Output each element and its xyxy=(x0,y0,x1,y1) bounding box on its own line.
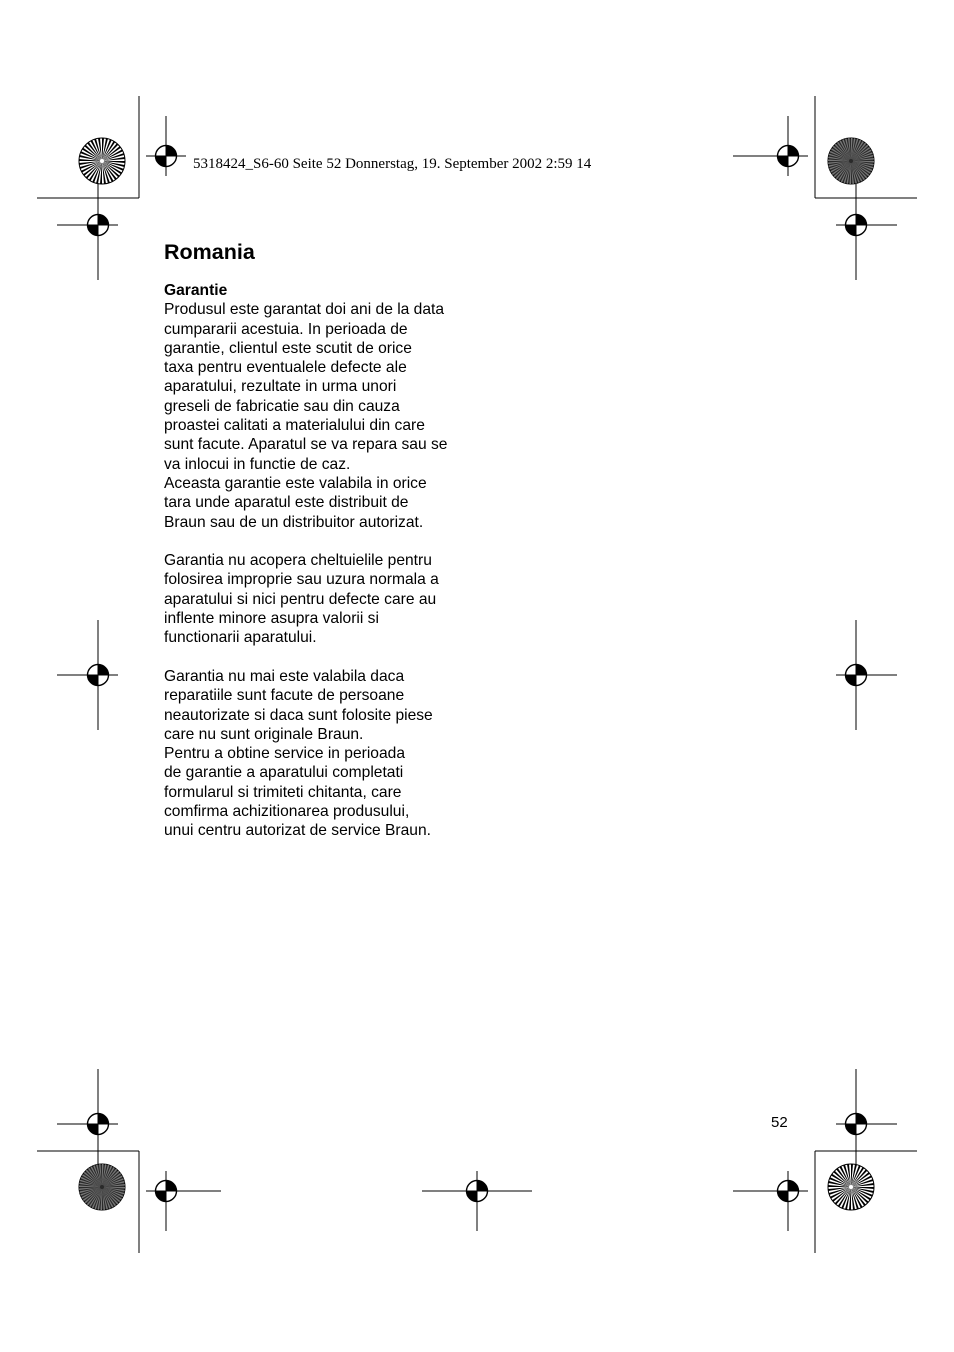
text-line: Garantia nu mai este valabila daca xyxy=(164,667,405,685)
text-line: garantie, clientul este scutit de orice xyxy=(164,339,412,357)
text-line: aparatului si nici pentru defecte care au xyxy=(164,590,437,608)
text-line: Garantia nu acopera cheltuielile pentru xyxy=(164,552,432,570)
warranty-section xyxy=(164,281,474,841)
text-line: comfirma achizitionarea produsului, xyxy=(164,803,410,821)
text-line: va inlocui in functie de caz. xyxy=(164,455,351,473)
text-line: cumpararii acestuia. In perioada de xyxy=(164,320,408,338)
text-line: formularul si trimiteti chitanta, care xyxy=(164,783,402,801)
page-number: 52 xyxy=(771,1114,788,1131)
text-line: care nu sunt originale Braun. xyxy=(164,725,364,743)
paragraph-3 xyxy=(164,551,474,647)
print-slug: 5318424_S6-60 Seite 52 Donnerstag, 19. September 2002 2:59 14 xyxy=(193,156,592,172)
text-line: Pentru a obtine service in perioada xyxy=(164,745,405,763)
text-line: taxa pentru eventualele defecte ale xyxy=(164,359,407,377)
starburst-mark-icon xyxy=(79,138,125,184)
text-line: unui centru autorizat de service Braun. xyxy=(164,822,431,840)
text-line: neautorizate si daca sunt folosite piese xyxy=(164,706,433,724)
text-line: folosirea improprie sau uzura normala a xyxy=(164,571,439,589)
page-title: Romania xyxy=(164,240,255,264)
text-line: sunt facute. Aparatul se va repara sau se xyxy=(164,436,448,454)
starburst-mark-icon xyxy=(79,1164,125,1210)
text-line: inflente minore asupra valorii si xyxy=(164,610,379,628)
text-line: proastei calitati a materialului din care xyxy=(164,417,425,435)
text-line: reparatiile sunt facute de persoane xyxy=(164,687,405,705)
text-line: aparatului, rezultate in urma unori xyxy=(164,378,397,396)
starburst-mark-icon xyxy=(828,1164,874,1210)
text-line: functionarii aparatului. xyxy=(164,629,317,647)
section-heading: Garantie xyxy=(164,282,228,299)
text-line: Produsul este garantat doi ani de la data xyxy=(164,301,445,319)
text-line: Aceasta garantie este valabila in orice xyxy=(164,474,427,492)
paragraph-1 xyxy=(164,300,474,474)
text-line: de garantie a aparatului completati xyxy=(164,764,404,782)
starburst-mark-icon xyxy=(828,138,874,184)
text-line: greseli de fabricatie sau din cauza xyxy=(164,397,400,415)
paragraph-2 xyxy=(164,474,474,532)
text-line: Braun sau de un distribuitor autorizat. xyxy=(164,513,424,531)
paragraph-4 xyxy=(164,667,474,744)
paragraph-5 xyxy=(164,744,474,840)
text-line: tara unde aparatul este distribuit de xyxy=(164,494,409,512)
